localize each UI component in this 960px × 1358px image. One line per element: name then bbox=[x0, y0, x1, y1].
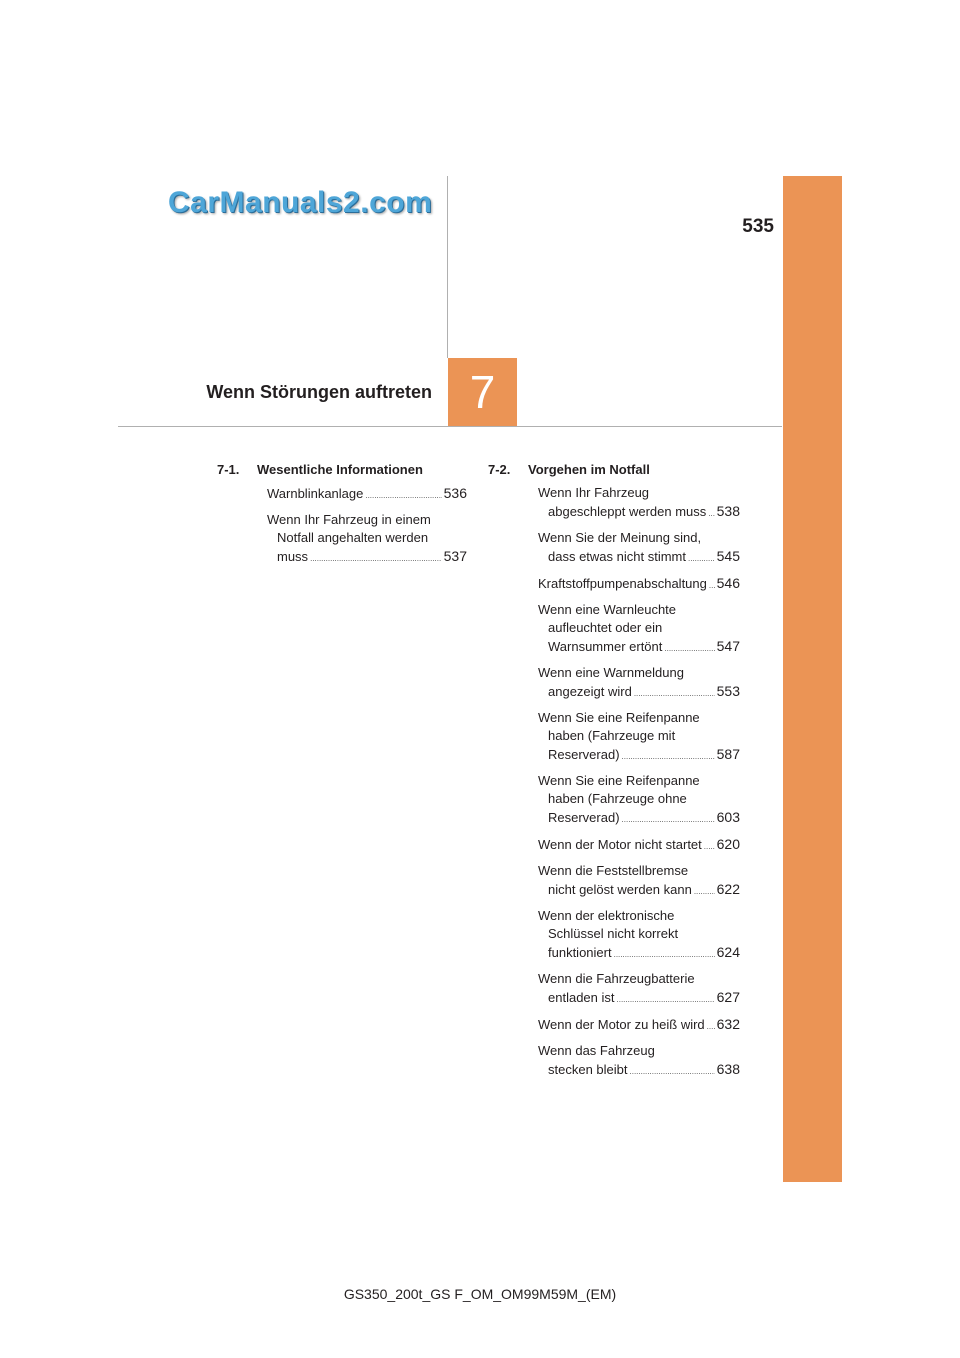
chapter-title: Wenn Störungen auftreten bbox=[206, 382, 432, 402]
toc-entry-text: Warnsummer ertönt bbox=[548, 639, 663, 654]
toc-entry-text: dass etwas nicht stimmt bbox=[548, 549, 686, 564]
toc-entry[interactable] bbox=[488, 709, 740, 766]
toc-entry-text: Wenn das Fahrzeug bbox=[538, 1043, 655, 1058]
toc-entry-text: Wenn eine Warnmeldung bbox=[538, 665, 684, 680]
toc-entry-page: 546 bbox=[716, 575, 740, 591]
page-number: 535 bbox=[742, 216, 774, 237]
toc-leader-dots bbox=[664, 640, 714, 658]
toc-entry-text: abgeschleppt werden muss bbox=[548, 504, 707, 519]
toc-leader-dots bbox=[310, 550, 442, 568]
chapter-number-badge: 7 bbox=[448, 358, 517, 426]
document-code-footer: GS350_200t_GS F_OM_OM99M59M_(EM) bbox=[343, 1286, 617, 1302]
toc-entry[interactable] bbox=[488, 601, 740, 658]
watermark-logo: CarManuals2.com bbox=[168, 186, 433, 219]
toc-entry-text: funktioniert bbox=[548, 945, 612, 960]
toc-entry-page: 603 bbox=[716, 809, 740, 825]
header-horizontal-rule bbox=[118, 426, 782, 427]
section-heading bbox=[217, 461, 467, 479]
toc-entry-page: 587 bbox=[716, 746, 740, 762]
toc-entry-text: Wenn der Motor zu heiß wird bbox=[538, 1017, 705, 1032]
toc-entry-text: Reserverad) bbox=[548, 747, 620, 762]
toc-entry[interactable] bbox=[488, 907, 740, 964]
toc-entry-page: 538 bbox=[716, 503, 740, 519]
toc-leader-dots bbox=[707, 1018, 715, 1036]
toc-entry-page: 547 bbox=[716, 638, 740, 654]
toc-leader-dots bbox=[709, 577, 715, 595]
toc-entry-text: Schlüssel nicht korrekt bbox=[548, 926, 679, 941]
header-vertical-rule bbox=[447, 176, 448, 358]
toc-entry-text: Wenn Sie eine Reifenpanne bbox=[538, 773, 700, 788]
toc-section-7-2 bbox=[488, 461, 740, 1087]
toc-leader-dots bbox=[622, 811, 715, 829]
section-title: Vorgehen im Notfall bbox=[528, 462, 650, 477]
toc-leader-dots bbox=[622, 748, 715, 766]
toc-leader-dots bbox=[614, 946, 715, 964]
toc-entry[interactable] bbox=[488, 862, 740, 901]
section-number: 7-2. bbox=[488, 462, 511, 477]
toc-entry-text: haben (Fahrzeuge ohne bbox=[548, 791, 687, 806]
toc-entry[interactable] bbox=[488, 970, 740, 1009]
toc-entry-text: Wenn der elektronische bbox=[538, 908, 675, 923]
chapter-side-tab bbox=[783, 176, 842, 1182]
toc-entry-text: Kraftstoffpumpenabschaltung bbox=[538, 576, 707, 591]
toc-entry-text: Warnblinkanlage bbox=[267, 486, 364, 501]
toc-entry[interactable] bbox=[488, 1042, 740, 1081]
toc-leader-dots bbox=[634, 685, 715, 703]
toc-entry-text: Wenn die Feststellbremse bbox=[538, 863, 689, 878]
toc-entry-text: haben (Fahrzeuge mit bbox=[548, 728, 676, 743]
toc-entry-text: Wenn der Motor nicht startet bbox=[538, 837, 702, 852]
toc-entry[interactable] bbox=[217, 484, 467, 505]
toc-entry-page: 536 bbox=[443, 485, 467, 501]
toc-entry[interactable] bbox=[488, 664, 740, 703]
toc-entry-page: 622 bbox=[716, 881, 740, 897]
toc-entry-text: Wenn eine Warnleuchte bbox=[538, 602, 677, 617]
toc-entry[interactable] bbox=[488, 1015, 740, 1036]
toc-entry-page: 632 bbox=[716, 1016, 740, 1032]
toc-entry-text: Wenn die Fahrzeugbatterie bbox=[538, 971, 695, 986]
toc-entry-text: entladen ist bbox=[548, 990, 615, 1005]
toc-leader-dots bbox=[630, 1063, 715, 1081]
toc-entry[interactable] bbox=[488, 484, 740, 523]
toc-entry-page: 620 bbox=[716, 836, 740, 852]
toc-entry[interactable] bbox=[488, 835, 740, 856]
toc-entry-text: angezeigt wird bbox=[548, 684, 632, 699]
toc-entry-page: 638 bbox=[716, 1061, 740, 1077]
section-title: Wesentliche Informationen bbox=[257, 462, 423, 477]
toc-entry[interactable] bbox=[217, 511, 467, 568]
toc-entry-text: Notfall angehalten werden bbox=[277, 530, 429, 545]
section-number: 7-1. bbox=[217, 462, 240, 477]
toc-entry-text: Wenn Ihr Fahrzeug in einem bbox=[267, 512, 431, 527]
toc-entry-text: nicht gelöst werden kann bbox=[548, 882, 692, 897]
toc-entry[interactable] bbox=[488, 529, 740, 568]
toc-entry-text: Wenn Sie der Meinung sind, bbox=[538, 530, 702, 545]
toc-leader-dots bbox=[704, 838, 715, 856]
toc-entry-page: 624 bbox=[716, 944, 740, 960]
toc-leader-dots bbox=[617, 991, 715, 1009]
toc-entry-text: stecken bleibt bbox=[548, 1062, 628, 1077]
toc-entry-page: 627 bbox=[716, 989, 740, 1005]
toc-leader-dots bbox=[688, 550, 715, 568]
toc-entry-page: 553 bbox=[716, 683, 740, 699]
toc-leader-dots bbox=[694, 883, 715, 901]
toc-entry-text: aufleuchtet oder ein bbox=[548, 620, 663, 635]
toc-entry[interactable] bbox=[488, 772, 740, 829]
toc-entry[interactable] bbox=[488, 574, 740, 595]
toc-section-7-1 bbox=[217, 461, 467, 574]
section-heading bbox=[488, 461, 740, 479]
toc-entry-text: muss bbox=[277, 549, 309, 564]
toc-entry-text: Reserverad) bbox=[548, 810, 620, 825]
toc-leader-dots bbox=[365, 487, 441, 505]
toc-leader-dots bbox=[708, 505, 714, 523]
toc-entry-page: 537 bbox=[443, 548, 467, 564]
toc-entry-text: Wenn Sie eine Reifenpanne bbox=[538, 710, 700, 725]
toc-entry-page: 545 bbox=[716, 548, 740, 564]
toc-entry-text: Wenn Ihr Fahrzeug bbox=[538, 485, 650, 500]
